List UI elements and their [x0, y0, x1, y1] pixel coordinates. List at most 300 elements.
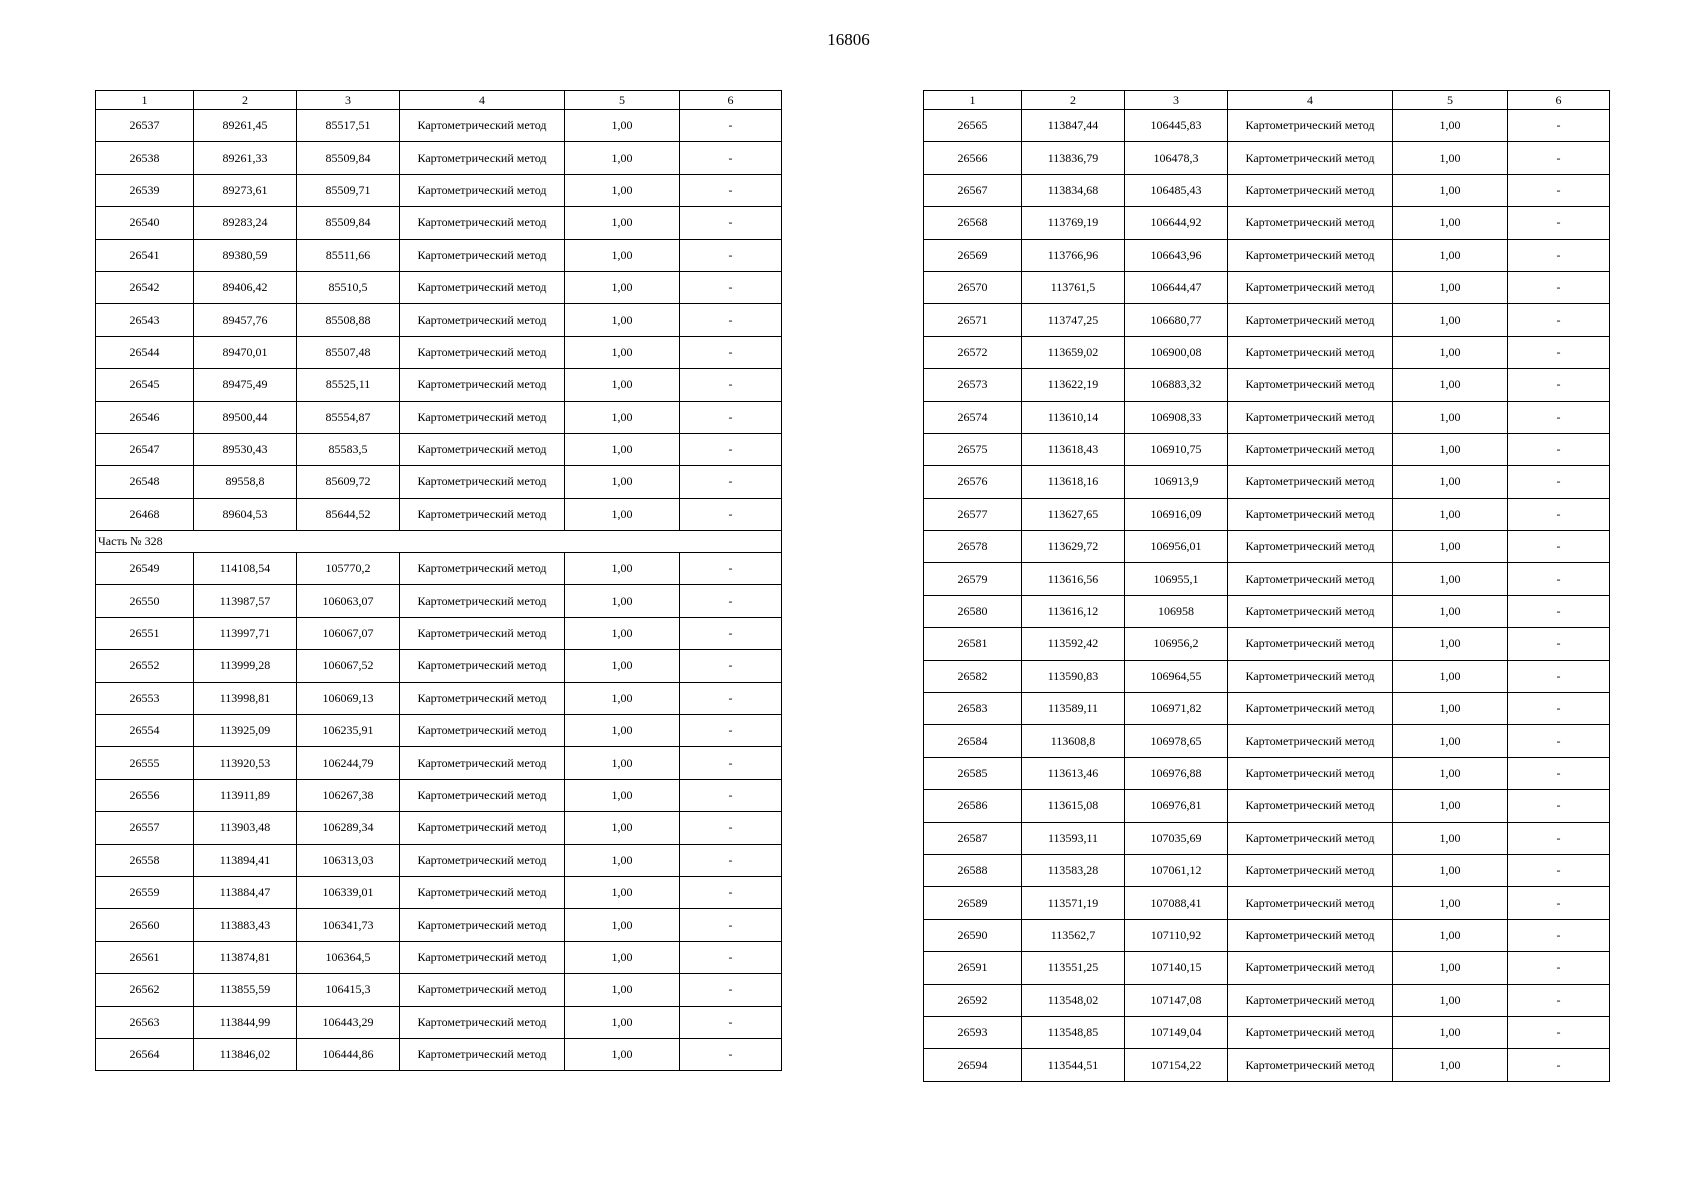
point-number-cell: 26553: [96, 682, 194, 714]
note-cell: -: [1508, 757, 1610, 789]
point-number-cell: 26544: [96, 336, 194, 368]
accuracy-cell: 1,00: [1393, 531, 1508, 563]
table-row: [924, 628, 1610, 660]
method-cell: Картометрический метод: [400, 466, 565, 498]
point-number-cell: 26540: [96, 207, 194, 239]
point-number-cell: 26562: [96, 974, 194, 1006]
table-row: [96, 207, 782, 239]
method-cell: Картометрический метод: [1228, 369, 1393, 401]
x-coordinate-cell: 89283,24: [194, 207, 297, 239]
note-cell: -: [1508, 466, 1610, 498]
y-coordinate-cell: 107140,15: [1125, 952, 1228, 984]
accuracy-cell: 1,00: [565, 271, 680, 303]
y-coordinate-cell: 106976,81: [1125, 790, 1228, 822]
y-coordinate-cell: 106910,75: [1125, 433, 1228, 465]
accuracy-cell: 1,00: [565, 682, 680, 714]
point-number-cell: 26582: [924, 660, 1022, 692]
x-coordinate-cell: 113608,8: [1022, 725, 1125, 757]
x-coordinate-cell: 113622,19: [1022, 369, 1125, 401]
method-cell: Картометрический метод: [400, 650, 565, 682]
accuracy-cell: 1,00: [1393, 304, 1508, 336]
x-coordinate-cell: 113836,79: [1022, 142, 1125, 174]
method-cell: Картометрический метод: [400, 553, 565, 585]
table-row: [96, 941, 782, 973]
table-header-row: [96, 91, 782, 110]
column-header: 2: [194, 91, 297, 110]
x-coordinate-cell: 89261,33: [194, 142, 297, 174]
note-cell: -: [680, 174, 782, 206]
accuracy-cell: 1,00: [565, 974, 680, 1006]
x-coordinate-cell: 113874,81: [194, 941, 297, 973]
accuracy-cell: 1,00: [565, 844, 680, 876]
point-number-cell: 26569: [924, 239, 1022, 271]
point-number-cell: 26586: [924, 790, 1022, 822]
column-header: 6: [1508, 91, 1610, 110]
note-cell: -: [680, 1038, 782, 1070]
table-row: [96, 498, 782, 530]
note-cell: -: [1508, 984, 1610, 1016]
accuracy-cell: 1,00: [565, 142, 680, 174]
method-cell: Картометрический метод: [1228, 142, 1393, 174]
x-coordinate-cell: 89470,01: [194, 336, 297, 368]
note-cell: -: [1508, 1049, 1610, 1081]
method-cell: Картометрический метод: [1228, 1016, 1393, 1048]
y-coordinate-cell: 106883,32: [1125, 369, 1228, 401]
note-cell: -: [1508, 531, 1610, 563]
accuracy-cell: 1,00: [565, 336, 680, 368]
point-number-cell: 26594: [924, 1049, 1022, 1081]
x-coordinate-cell: 113590,83: [1022, 660, 1125, 692]
table-row: [96, 336, 782, 368]
note-cell: -: [1508, 628, 1610, 660]
point-number-cell: 26590: [924, 919, 1022, 951]
y-coordinate-cell: 106680,77: [1125, 304, 1228, 336]
x-coordinate-cell: 113769,19: [1022, 207, 1125, 239]
x-coordinate-cell: 113548,02: [1022, 984, 1125, 1016]
method-cell: Картометрический метод: [1228, 271, 1393, 303]
y-coordinate-cell: 105770,2: [297, 553, 400, 585]
table-row: [924, 207, 1610, 239]
method-cell: Картометрический метод: [1228, 952, 1393, 984]
table-row: [96, 304, 782, 336]
x-coordinate-cell: 113925,09: [194, 715, 297, 747]
x-coordinate-cell: 113834,68: [1022, 174, 1125, 206]
point-number-cell: 26542: [96, 271, 194, 303]
accuracy-cell: 1,00: [1393, 563, 1508, 595]
column-header: 5: [1393, 91, 1508, 110]
table-row: [96, 812, 782, 844]
note-cell: -: [1508, 271, 1610, 303]
accuracy-cell: 1,00: [565, 585, 680, 617]
note-cell: -: [680, 941, 782, 973]
note-cell: -: [1508, 854, 1610, 886]
point-number-cell: 26561: [96, 941, 194, 973]
part-section: [96, 531, 782, 553]
point-number-cell: 26584: [924, 725, 1022, 757]
x-coordinate-cell: 113747,25: [1022, 304, 1125, 336]
column-header: 5: [565, 91, 680, 110]
accuracy-cell: 1,00: [1393, 466, 1508, 498]
table-row: [96, 909, 782, 941]
x-coordinate-cell: 113998,81: [194, 682, 297, 714]
point-number-cell: 26557: [96, 812, 194, 844]
method-cell: Картометрический метод: [400, 941, 565, 973]
x-coordinate-cell: 113583,28: [1022, 854, 1125, 886]
table-row: [924, 1049, 1610, 1081]
accuracy-cell: 1,00: [565, 812, 680, 844]
note-cell: -: [1508, 952, 1610, 984]
accuracy-cell: 1,00: [1393, 498, 1508, 530]
x-coordinate-cell: 113847,44: [1022, 110, 1125, 142]
x-coordinate-cell: 113846,02: [194, 1038, 297, 1070]
table-row: [924, 110, 1610, 142]
x-coordinate-cell: 113987,57: [194, 585, 297, 617]
point-number-cell: 26538: [96, 142, 194, 174]
point-number-cell: 26556: [96, 779, 194, 811]
method-cell: Картометрический метод: [1228, 628, 1393, 660]
y-coordinate-cell: 106964,55: [1125, 660, 1228, 692]
y-coordinate-cell: 106244,79: [297, 747, 400, 779]
method-cell: Картометрический метод: [1228, 887, 1393, 919]
accuracy-cell: 1,00: [1393, 790, 1508, 822]
y-coordinate-cell: 106341,73: [297, 909, 400, 941]
point-number-cell: 26559: [96, 876, 194, 908]
table-body-right: [924, 110, 1610, 1082]
accuracy-cell: 1,00: [565, 369, 680, 401]
part-label: Часть № 328: [96, 531, 782, 553]
table-row: [96, 401, 782, 433]
point-number-cell: 26576: [924, 466, 1022, 498]
point-number-cell: 26563: [96, 1006, 194, 1038]
note-cell: -: [1508, 660, 1610, 692]
y-coordinate-cell: 85509,84: [297, 142, 400, 174]
x-coordinate-cell: 114108,54: [194, 553, 297, 585]
method-cell: Картометрический метод: [400, 1038, 565, 1070]
y-coordinate-cell: 85507,48: [297, 336, 400, 368]
column-header: 1: [96, 91, 194, 110]
y-coordinate-cell: 85509,84: [297, 207, 400, 239]
point-number-cell: 26571: [924, 304, 1022, 336]
accuracy-cell: 1,00: [565, 498, 680, 530]
method-cell: Картометрический метод: [1228, 531, 1393, 563]
table-row: [924, 660, 1610, 692]
method-cell: Картометрический метод: [400, 779, 565, 811]
x-coordinate-cell: 113610,14: [1022, 401, 1125, 433]
y-coordinate-cell: 106956,2: [1125, 628, 1228, 660]
note-cell: -: [1508, 1016, 1610, 1048]
accuracy-cell: 1,00: [565, 553, 680, 585]
point-number-cell: 26580: [924, 595, 1022, 627]
y-coordinate-cell: 106067,07: [297, 617, 400, 649]
note-cell: -: [680, 553, 782, 585]
x-coordinate-cell: 113999,28: [194, 650, 297, 682]
point-number-cell: 26583: [924, 693, 1022, 725]
table-row: [924, 531, 1610, 563]
point-number-cell: 26567: [924, 174, 1022, 206]
point-number-cell: 26555: [96, 747, 194, 779]
note-cell: -: [680, 142, 782, 174]
method-cell: Картометрический метод: [400, 174, 565, 206]
y-coordinate-cell: 106364,5: [297, 941, 400, 973]
accuracy-cell: 1,00: [1393, 110, 1508, 142]
y-coordinate-cell: 107149,04: [1125, 1016, 1228, 1048]
y-coordinate-cell: 107110,92: [1125, 919, 1228, 951]
method-cell: Картометрический метод: [400, 110, 565, 142]
table-row: [96, 715, 782, 747]
point-number-cell: 26575: [924, 433, 1022, 465]
y-coordinate-cell: 106067,52: [297, 650, 400, 682]
table-row: [924, 563, 1610, 595]
x-coordinate-cell: 113618,43: [1022, 433, 1125, 465]
x-coordinate-cell: 113883,43: [194, 909, 297, 941]
accuracy-cell: 1,00: [1393, 401, 1508, 433]
note-cell: -: [1508, 142, 1610, 174]
note-cell: -: [1508, 693, 1610, 725]
method-cell: Картометрический метод: [1228, 174, 1393, 206]
x-coordinate-cell: 89273,61: [194, 174, 297, 206]
note-cell: -: [1508, 369, 1610, 401]
x-coordinate-cell: 113571,19: [1022, 887, 1125, 919]
y-coordinate-cell: 106485,43: [1125, 174, 1228, 206]
point-number-cell: 26592: [924, 984, 1022, 1016]
note-cell: -: [1508, 401, 1610, 433]
method-cell: Картометрический метод: [400, 844, 565, 876]
method-cell: Картометрический метод: [1228, 239, 1393, 271]
accuracy-cell: 1,00: [1393, 757, 1508, 789]
accuracy-cell: 1,00: [1393, 952, 1508, 984]
method-cell: Картометрический метод: [400, 142, 565, 174]
x-coordinate-cell: 113613,46: [1022, 757, 1125, 789]
y-coordinate-cell: 85583,5: [297, 433, 400, 465]
note-cell: -: [680, 1006, 782, 1038]
note-cell: -: [1508, 919, 1610, 951]
accuracy-cell: 1,00: [565, 650, 680, 682]
note-cell: -: [680, 650, 782, 682]
method-cell: Картометрический метод: [400, 401, 565, 433]
method-cell: Картометрический метод: [400, 747, 565, 779]
method-cell: Картометрический метод: [400, 682, 565, 714]
y-coordinate-cell: 107061,12: [1125, 854, 1228, 886]
note-cell: -: [680, 466, 782, 498]
method-cell: Картометрический метод: [400, 433, 565, 465]
page-number: 16806: [827, 30, 870, 49]
x-coordinate-cell: 89530,43: [194, 433, 297, 465]
table-row: [924, 174, 1610, 206]
table-body-left-b: [96, 553, 782, 1071]
table-row: [96, 876, 782, 908]
y-coordinate-cell: 106289,34: [297, 812, 400, 844]
method-cell: Картометрический метод: [400, 336, 565, 368]
y-coordinate-cell: 106971,82: [1125, 693, 1228, 725]
accuracy-cell: 1,00: [1393, 239, 1508, 271]
x-coordinate-cell: 113627,65: [1022, 498, 1125, 530]
y-coordinate-cell: 106900,08: [1125, 336, 1228, 368]
y-coordinate-cell: 106267,38: [297, 779, 400, 811]
y-coordinate-cell: 106478,3: [1125, 142, 1228, 174]
y-coordinate-cell: 106643,96: [1125, 239, 1228, 271]
y-coordinate-cell: 106955,1: [1125, 563, 1228, 595]
point-number-cell: 26545: [96, 369, 194, 401]
table-row: [924, 369, 1610, 401]
point-number-cell: 26579: [924, 563, 1022, 595]
point-number-cell: 26588: [924, 854, 1022, 886]
note-cell: -: [680, 401, 782, 433]
point-number-cell: 26564: [96, 1038, 194, 1070]
table-row: [96, 239, 782, 271]
method-cell: Картометрический метод: [400, 1006, 565, 1038]
table-row: [96, 271, 782, 303]
accuracy-cell: 1,00: [565, 304, 680, 336]
table-row: [924, 271, 1610, 303]
x-coordinate-cell: 113548,85: [1022, 1016, 1125, 1048]
note-cell: -: [680, 336, 782, 368]
note-cell: -: [1508, 595, 1610, 627]
table-row: [96, 433, 782, 465]
table-row: [924, 142, 1610, 174]
note-cell: -: [680, 207, 782, 239]
table-row: [924, 336, 1610, 368]
table-row: [96, 174, 782, 206]
table-body-left-a: [96, 110, 782, 531]
table-row: [96, 1006, 782, 1038]
note-cell: -: [1508, 433, 1610, 465]
table-row: [924, 693, 1610, 725]
table-row: [924, 725, 1610, 757]
table-header-row: [924, 91, 1610, 110]
accuracy-cell: 1,00: [1393, 1016, 1508, 1048]
note-cell: -: [1508, 887, 1610, 919]
table-row: [96, 1038, 782, 1070]
table-row: [924, 887, 1610, 919]
method-cell: Картометрический метод: [400, 876, 565, 908]
point-number-cell: 26577: [924, 498, 1022, 530]
method-cell: Картометрический метод: [400, 974, 565, 1006]
point-number-cell: 26573: [924, 369, 1022, 401]
table-row: [924, 433, 1610, 465]
accuracy-cell: 1,00: [565, 909, 680, 941]
y-coordinate-cell: 106644,92: [1125, 207, 1228, 239]
point-number-cell: 26554: [96, 715, 194, 747]
y-coordinate-cell: 85508,88: [297, 304, 400, 336]
note-cell: -: [680, 110, 782, 142]
accuracy-cell: 1,00: [1393, 693, 1508, 725]
method-cell: Картометрический метод: [400, 617, 565, 649]
note-cell: -: [680, 876, 782, 908]
coordinates-table-right: [923, 90, 1610, 1082]
x-coordinate-cell: 113884,47: [194, 876, 297, 908]
note-cell: -: [680, 239, 782, 271]
y-coordinate-cell: 85525,11: [297, 369, 400, 401]
column-header: 4: [1228, 91, 1393, 110]
table-row: [924, 595, 1610, 627]
y-coordinate-cell: 106415,3: [297, 974, 400, 1006]
table-row: [96, 682, 782, 714]
point-number-cell: 26541: [96, 239, 194, 271]
table-row: [924, 401, 1610, 433]
accuracy-cell: 1,00: [565, 617, 680, 649]
accuracy-cell: 1,00: [565, 174, 680, 206]
y-coordinate-cell: 107154,22: [1125, 1049, 1228, 1081]
table-row: [96, 369, 782, 401]
accuracy-cell: 1,00: [1393, 174, 1508, 206]
column-header: 2: [1022, 91, 1125, 110]
accuracy-cell: 1,00: [1393, 369, 1508, 401]
point-number-cell: 26568: [924, 207, 1022, 239]
point-number-cell: 26537: [96, 110, 194, 142]
note-cell: -: [1508, 725, 1610, 757]
point-number-cell: 26539: [96, 174, 194, 206]
table-row: [924, 854, 1610, 886]
column-header: 3: [1125, 91, 1228, 110]
accuracy-cell: 1,00: [1393, 433, 1508, 465]
y-coordinate-cell: 106313,03: [297, 844, 400, 876]
note-cell: -: [680, 617, 782, 649]
point-number-cell: 26581: [924, 628, 1022, 660]
method-cell: Картометрический метод: [400, 909, 565, 941]
y-coordinate-cell: 106978,65: [1125, 725, 1228, 757]
method-cell: Картометрический метод: [400, 369, 565, 401]
note-cell: -: [680, 974, 782, 1006]
point-number-cell: 26587: [924, 822, 1022, 854]
point-number-cell: 26549: [96, 553, 194, 585]
table-row: [924, 822, 1610, 854]
point-number-cell: 26543: [96, 304, 194, 336]
y-coordinate-cell: 106443,29: [297, 1006, 400, 1038]
accuracy-cell: 1,00: [565, 401, 680, 433]
x-coordinate-cell: 89261,45: [194, 110, 297, 142]
method-cell: Картометрический метод: [1228, 757, 1393, 789]
table-row: [96, 617, 782, 649]
x-coordinate-cell: 89604,53: [194, 498, 297, 530]
y-coordinate-cell: 85509,71: [297, 174, 400, 206]
accuracy-cell: 1,00: [565, 1006, 680, 1038]
table-row: [96, 466, 782, 498]
note-cell: -: [680, 271, 782, 303]
x-coordinate-cell: 113894,41: [194, 844, 297, 876]
method-cell: Картометрический метод: [400, 715, 565, 747]
method-cell: Картометрический метод: [1228, 498, 1393, 530]
y-coordinate-cell: 106235,91: [297, 715, 400, 747]
point-number-cell: 26551: [96, 617, 194, 649]
point-number-cell: 26550: [96, 585, 194, 617]
point-number-cell: 26585: [924, 757, 1022, 789]
table-row: [924, 984, 1610, 1016]
method-cell: Картометрический метод: [1228, 466, 1393, 498]
method-cell: Картометрический метод: [1228, 595, 1393, 627]
x-coordinate-cell: 113855,59: [194, 974, 297, 1006]
y-coordinate-cell: 107147,08: [1125, 984, 1228, 1016]
y-coordinate-cell: 106976,88: [1125, 757, 1228, 789]
table-row: [96, 110, 782, 142]
point-number-cell: 26558: [96, 844, 194, 876]
note-cell: -: [680, 715, 782, 747]
x-coordinate-cell: 113593,11: [1022, 822, 1125, 854]
x-coordinate-cell: 89500,44: [194, 401, 297, 433]
method-cell: Картометрический метод: [400, 498, 565, 530]
y-coordinate-cell: 85609,72: [297, 466, 400, 498]
y-coordinate-cell: 106916,09: [1125, 498, 1228, 530]
note-cell: -: [680, 369, 782, 401]
accuracy-cell: 1,00: [1393, 271, 1508, 303]
y-coordinate-cell: 106444,86: [297, 1038, 400, 1070]
accuracy-cell: 1,00: [1393, 887, 1508, 919]
column-header: 1: [924, 91, 1022, 110]
coordinates-table-left: [95, 90, 782, 1071]
table-row: [924, 304, 1610, 336]
accuracy-cell: 1,00: [565, 433, 680, 465]
accuracy-cell: 1,00: [565, 239, 680, 271]
method-cell: Картометрический метод: [1228, 660, 1393, 692]
